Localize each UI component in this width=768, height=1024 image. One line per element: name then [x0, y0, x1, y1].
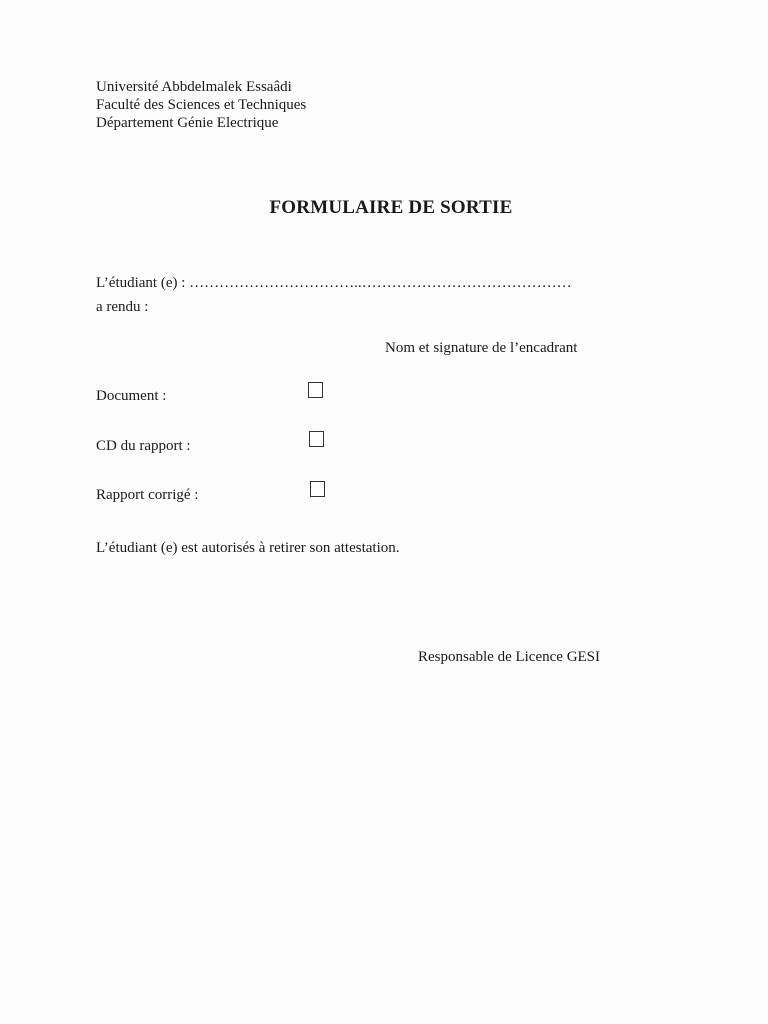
department-name: Département Génie Electrique	[96, 115, 279, 131]
student-name-field[interactable]: ……………………………..……………………………………	[189, 275, 572, 291]
cd-report-checkbox[interactable]	[309, 431, 324, 447]
responsible-label: Responsable de Licence GESI	[418, 649, 601, 665]
authorization-text: L’étudiant (e) est autorisés à retirer son attestation.	[96, 540, 400, 556]
faculty-name: Faculté des Sciences et Techniques	[96, 97, 307, 113]
item-label-document: Document :	[96, 388, 167, 404]
university-name: Université Abbdelmalek Essaâdi	[96, 79, 292, 95]
corrected-report-checkbox[interactable]	[310, 481, 325, 497]
student-label: L’étudiant (e) :	[96, 275, 186, 291]
item-label-corrected-report: Rapport corrigé :	[96, 487, 199, 503]
form-title: FORMULAIRE DE SORTIE	[269, 197, 513, 218]
document-checkbox[interactable]	[308, 382, 323, 398]
institution-header	[96, 78, 306, 132]
supervisor-signature-label: Nom et signature de l’encadrant	[385, 340, 578, 356]
returned-label: a rendu :	[96, 299, 149, 315]
student-name-line	[96, 274, 572, 292]
item-label-cd-report: CD du rapport :	[96, 438, 191, 454]
